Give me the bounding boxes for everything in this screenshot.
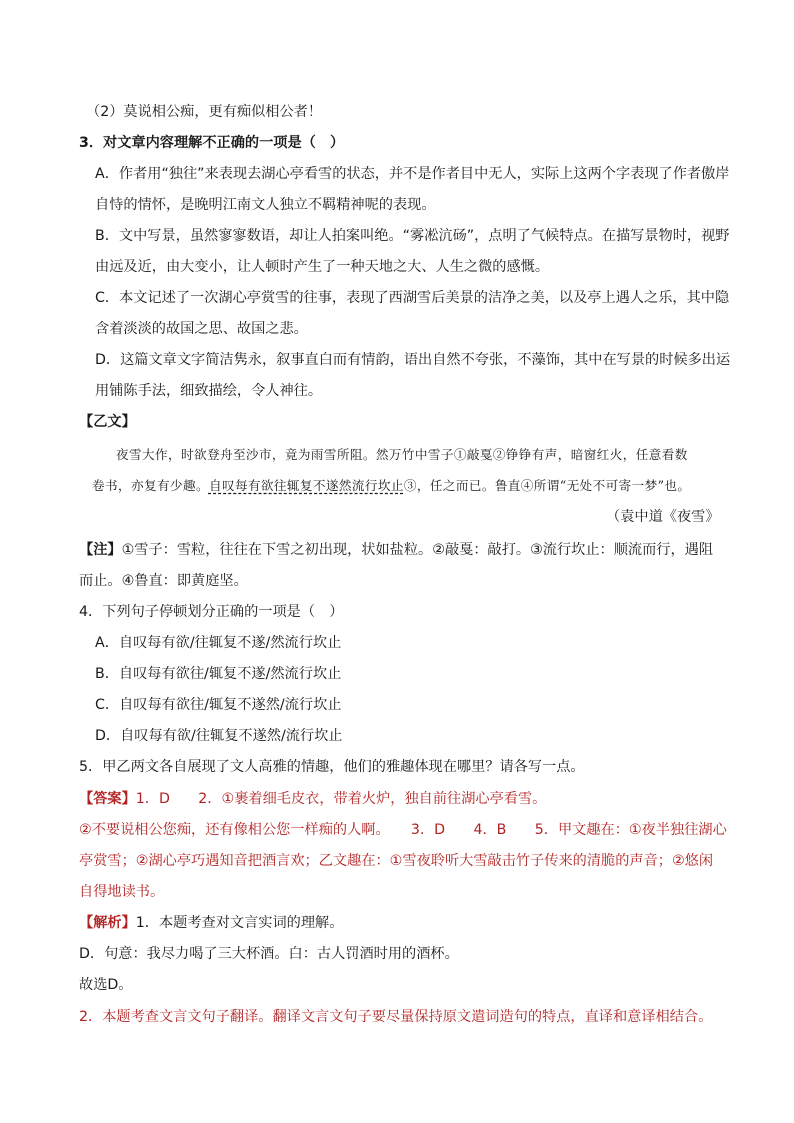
yiwen-text-line2-end: ③，任之而已。鲁直④所谓“无处不可寄一梦”也。	[403, 478, 691, 493]
q3-option-a-line2: 自恃的情怀，是晚明江南文人独立不羁精神呢的表现。	[95, 197, 436, 213]
analysis-line2: D．句意：我尽力喝了三大杯酒。白：古人罚酒时用的酒杯。	[79, 946, 459, 962]
answer-text-line1: 1．D 2．①裹着细毛皮衣，带着火炉，独自前往湖心亭看雪。	[135, 791, 547, 807]
q4-stem: 4．下列句子停顿划分正确的一项是（ ）	[79, 604, 344, 620]
yiwen-text-line2-start: 卷书，亦复有少趣。	[92, 478, 209, 493]
yiwen-text-line1: 夜雪大作，时欲登舟至沙市，竟为雨雪所阻。然万竹中雪子①敲戛②铮铮有声，暗窗红火，任意看数	[116, 447, 688, 462]
answer-line4: 自得地读书。	[79, 884, 165, 900]
q3-option-c-line1: C．本文记述了一次湖心亭赏雪的往事，表现了西湖雪后美景的洁净之美，以及亭上遇人之乐，其中隐	[95, 290, 730, 306]
answer-line2: ②不要说相公您痴，还有像相公您一样痴的人啊。 3．D 4．B 5．甲文趣在：①夜半独往湖心	[79, 822, 727, 838]
q4-option-b: B．自叹每有欲往/辄复不遂/然流行坎止	[95, 666, 342, 682]
analysis-text-line1: 1．本题考查对文言实词的理解。	[135, 915, 344, 931]
analysis-line3: 故选D。	[79, 977, 133, 993]
q2-item-2: （2）莫说相公痴，更有痴似相公者！	[86, 104, 323, 120]
analysis-label: 【解析】	[79, 915, 136, 931]
q3-option-b-line1: B．文中写景，虽然寥寥数语，却让人拍案叫绝。“雾凇沆砀”，点明了气候特点。在描写景物时，视野	[95, 228, 730, 244]
q3-stem: 3．对文章内容理解不正确的一项是（ ）	[79, 135, 345, 151]
notes-line1	[79, 540, 713, 560]
q3-option-c-line2: 含着淡淡的故国之思、故国之悲。	[95, 321, 308, 337]
answer-label: 【答案】	[79, 791, 136, 807]
answer-line1	[79, 789, 546, 809]
q4-option-d: D．自叹每有欲/往辄复不遂然/流行坎止	[95, 728, 343, 744]
yiwen-text-line2	[92, 476, 690, 496]
notes-text-line1: ①雪子：雪粒，往往在下雪之初出现，状如盐粒。②敲戛：敲打。③流行坎止：顺流而行，遇阻	[121, 542, 714, 558]
notes-line2: 而止。④鲁直：即黄庭坚。	[79, 573, 248, 589]
answer-line3: 亭赏雪；②湖心亭巧遇知音把酒言欢；乙文趣在：①雪夜聆听大雪敲击竹子传来的清脆的声音；②悠闲	[79, 853, 714, 869]
q4-option-a: A．自叹每有欲/往辄复不遂/然流行坎止	[95, 635, 342, 651]
source-citation: （袁中道《夜雪》	[606, 509, 720, 525]
analysis-line4: 2．本题考查文言文句子翻译。翻译文言文句子要尽量保持原文遣词造句的特点，直译和意译相结合。	[79, 1009, 713, 1025]
q4-option-c: C．自叹每有欲往/辄复不遂然/流行坎止	[95, 697, 342, 713]
q3-option-b-line2: 由远及近，由大变小，让人顿时产生了一种天地之大、人生之微的感慨。	[95, 259, 550, 275]
yiwen-underlined-sentence: 自叹每有欲往辄复不遂然流行坎止	[208, 478, 404, 493]
q3-option-a-line1: A．作者用“独往”来表现去湖心亭看雪的状态，并不是作者目中无人，实际上这两个字表现了作者傲岸	[95, 166, 730, 182]
analysis-line1	[79, 913, 343, 933]
notes-label: 【注】	[79, 542, 122, 558]
q5-stem: 5．甲乙两文各自展现了文人高雅的情趣，他们的雅趣体现在哪里？请各写一点。	[79, 759, 585, 775]
q3-option-d-line2: 用铺陈手法，细致描绘，令人神往。	[95, 383, 323, 399]
q3-option-d-line1: D．这篇文章文字简洁隽永，叙事直白而有情韵，语出自然不夸张，不藻饰，其中在写景的时候多出运	[95, 352, 731, 368]
yiwen-heading: 【乙文】	[79, 414, 136, 430]
